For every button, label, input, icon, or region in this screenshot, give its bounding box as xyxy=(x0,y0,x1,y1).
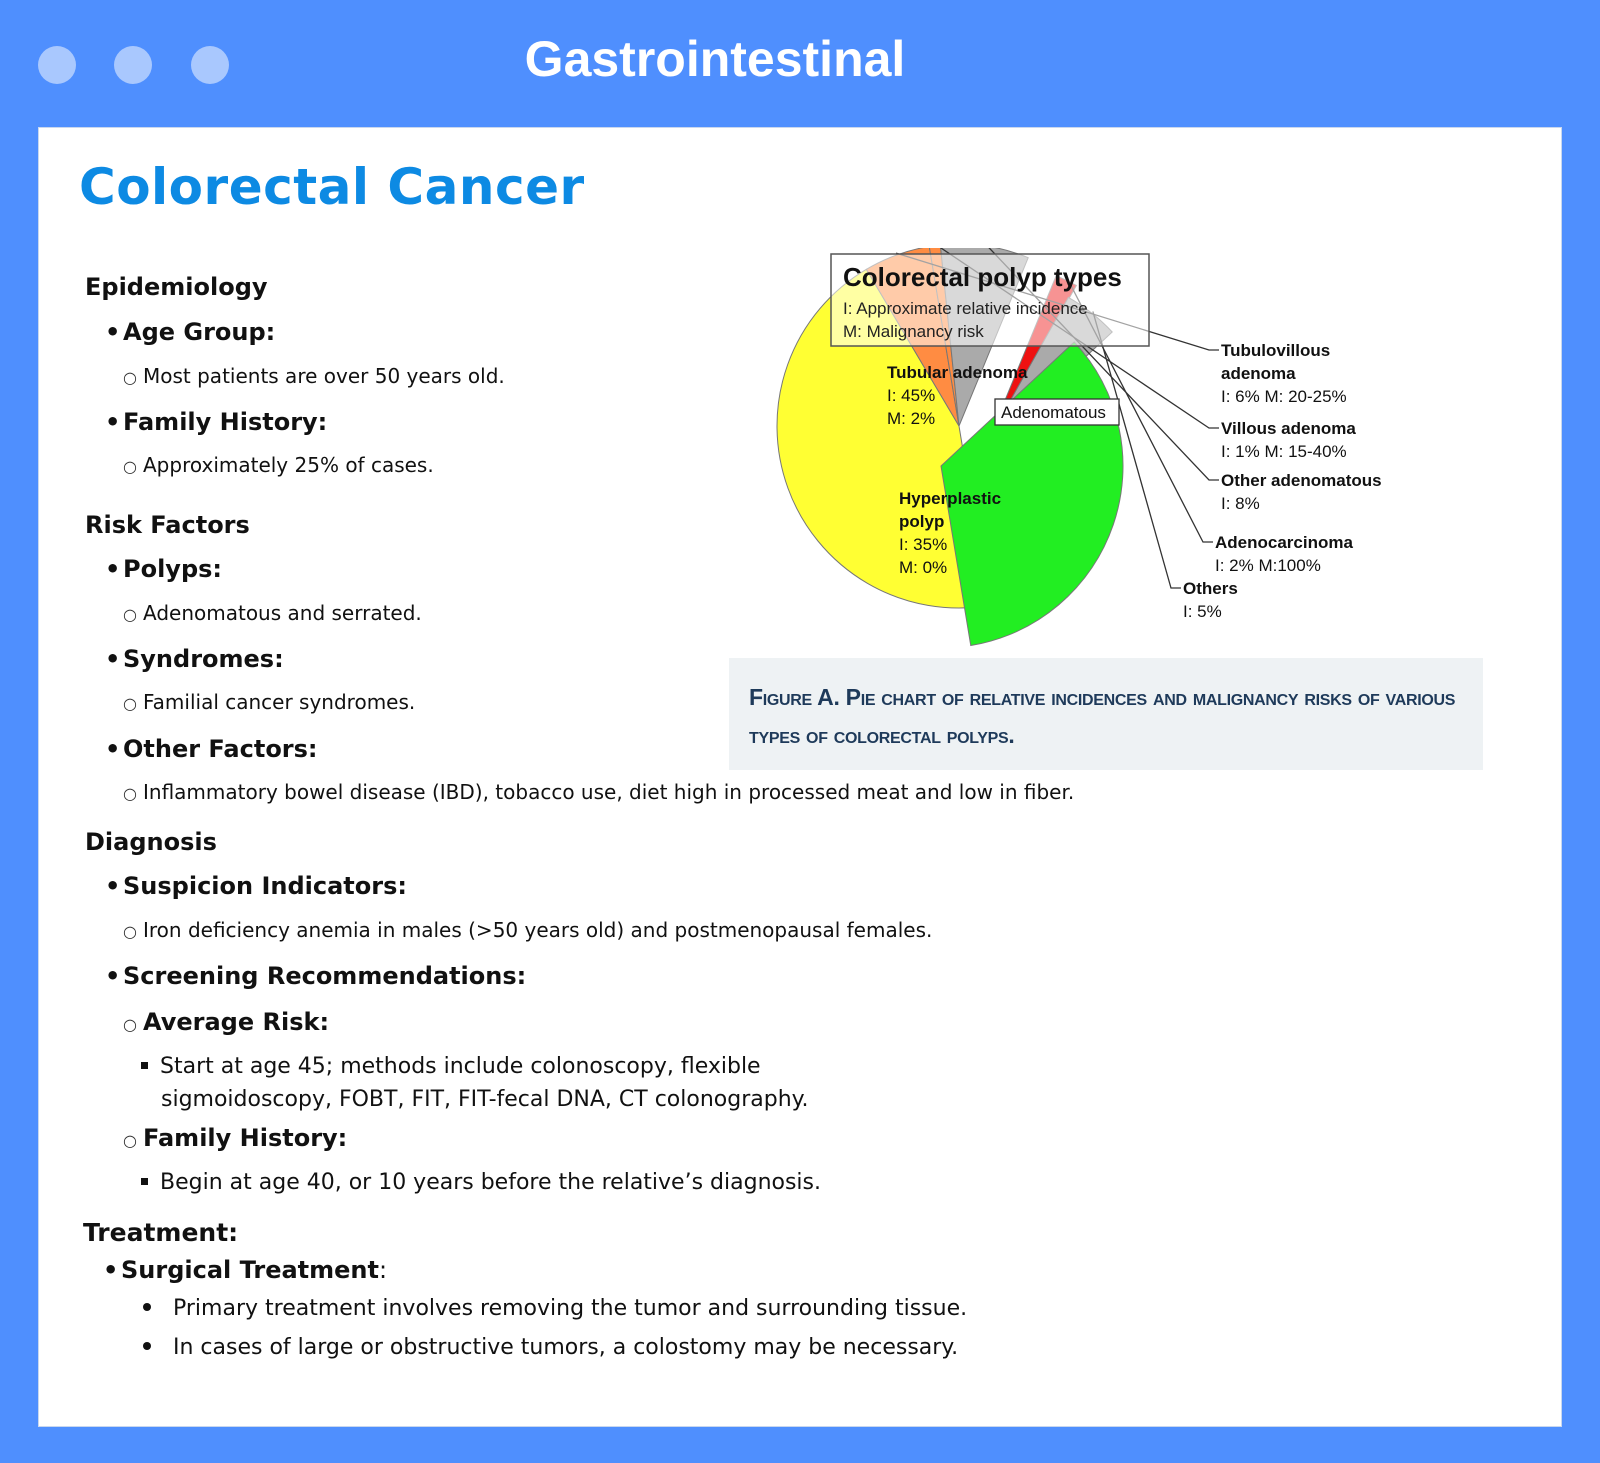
family-history-detail: Approximately 25% of cases. xyxy=(143,453,434,477)
average-risk-detail-line1: Start at age 45; methods include colonoscopy, flexible xyxy=(160,1054,761,1079)
diagnosis-heading: Diagnosis xyxy=(85,828,217,856)
figure-caption-box xyxy=(729,658,1483,770)
other-factors-detail: Inflammatory bowel disease (IBD), tobacco use, diet high in processed meat and low in fiber. xyxy=(143,780,1075,804)
polyps-label: Polyps: xyxy=(123,555,223,583)
suspicion-detail-item: ○ Iron deficiency anemia in males (>50 years old) and postmenopausal females. xyxy=(123,918,933,942)
polyp-pie-chart xyxy=(759,248,1459,648)
average-risk-detail-line2: sigmoidoscopy, FOBT, FIT, FIT-fecal DNA, CT colonography. xyxy=(161,1087,809,1112)
slice-label-name: Others xyxy=(1183,579,1238,598)
slice-label-name: adenoma xyxy=(1221,364,1296,383)
suspicion-item: • Suspicion Indicators: xyxy=(105,872,407,900)
chart-legend-incidence: I: Approximate relative incidence xyxy=(843,299,1088,318)
epidemiology-heading: Epidemiology xyxy=(85,273,268,301)
surgical-list-item xyxy=(143,1292,967,1325)
chart-legend-malignancy: M: Malignancy risk xyxy=(843,322,984,341)
surgical-list-item xyxy=(143,1331,958,1364)
syndromes-detail-item: ○ Familial cancer syndromes. xyxy=(123,690,416,714)
slice-label-name: Tubulovillous xyxy=(1221,341,1331,360)
page-title: Colorectal Cancer xyxy=(79,158,585,216)
slice-label-value: I: 35% xyxy=(899,535,948,554)
square-bullet-icon xyxy=(141,1178,148,1185)
suspicion-detail: Iron deficiency anemia in males (>50 years old) and postmenopausal females. xyxy=(143,918,933,942)
average-risk-detail-item xyxy=(141,1050,861,1116)
screening-family-history-item: ○ Family History: xyxy=(123,1124,348,1152)
slice-label-name: Hyperplastic xyxy=(899,489,1002,508)
suspicion-label: Suspicion Indicators: xyxy=(123,872,407,900)
adenomatous-group-label: Adenomatous xyxy=(1001,403,1106,422)
polyps-detail-item: ○ Adenomatous and serrated. xyxy=(123,601,422,625)
other-factors-label: Other Factors: xyxy=(123,735,318,763)
age-group-detail: Most patients are over 50 years old. xyxy=(143,364,505,388)
window-title: Gastrointestinal xyxy=(524,31,906,87)
family-history-item: • Family History: xyxy=(105,408,328,436)
screening-item: • Screening Recommendations: xyxy=(105,962,527,990)
slice-label-name: polyp xyxy=(899,512,945,531)
chart-title: Colorectal polyp types xyxy=(843,262,1122,292)
square-bullet-icon xyxy=(141,1062,148,1069)
average-risk-label: Average Risk: xyxy=(143,1008,330,1036)
average-risk-item: ○ Average Risk: xyxy=(123,1008,330,1036)
bullet-icon xyxy=(143,1342,151,1350)
surgical-item-text: In cases of large or obstructive tumors, a colostomy may be necessary. xyxy=(173,1335,959,1360)
slice-label-value: I: 5% xyxy=(1183,602,1222,621)
age-group-detail-item: ○ Most patients are over 50 years old. xyxy=(123,364,505,388)
slice-label-name: Villous adenoma xyxy=(1221,419,1356,438)
age-group-item: • Age Group: xyxy=(105,318,276,346)
family-history-label: Family History: xyxy=(123,408,328,436)
slice-label-name: Other adenomatous xyxy=(1221,471,1382,490)
slice-label-name: Tubular adenoma xyxy=(887,363,1028,382)
bullet-icon xyxy=(143,1303,151,1311)
content-panel xyxy=(38,127,1562,1427)
window-titlebar xyxy=(0,0,1600,127)
syndromes-detail: Familial cancer syndromes. xyxy=(143,690,416,714)
surgical-treatment-label: Surgical Treatment xyxy=(121,1256,379,1284)
slice-label-value: I: 6% M: 20-25% xyxy=(1221,387,1347,406)
surgical-treatment-item: • Surgical Treatment: xyxy=(103,1256,388,1284)
screening-family-history-label: Family History: xyxy=(143,1124,348,1152)
screening-family-history-detail-item xyxy=(141,1166,821,1199)
slice-label-value: I: 2% M:100% xyxy=(1215,556,1321,575)
age-group-label: Age Group: xyxy=(123,318,276,346)
slice-label-value: M: 0% xyxy=(899,558,948,577)
other-factors-item: • Other Factors: xyxy=(105,735,318,763)
syndromes-item: • Syndromes: xyxy=(105,645,284,673)
screening-label: Screening Recommendations: xyxy=(123,962,527,990)
slice-label-value: I: 8% xyxy=(1221,494,1260,513)
polyps-detail: Adenomatous and serrated. xyxy=(143,601,422,625)
treatment-heading: Treatment: xyxy=(83,1218,239,1247)
figure-caption: Figure A. Pie chart of relative incidences and malignancy risks of various types of colorectal polyps. xyxy=(749,684,1456,748)
slice-label-name: Adenocarcinoma xyxy=(1215,533,1353,552)
other-factors-detail-item: ○ Inflammatory bowel disease (IBD), tobacco use, diet high in processed meat and low in fiber. xyxy=(123,780,1075,804)
risk-factors-heading: Risk Factors xyxy=(85,511,250,539)
syndromes-label: Syndromes: xyxy=(123,645,284,673)
polyps-item: • Polyps: xyxy=(105,555,223,583)
slice-label-value: I: 1% M: 15-40% xyxy=(1221,442,1347,461)
family-history-detail-item: ○ Approximately 25% of cases. xyxy=(123,453,434,477)
surgical-treatment-colon: : xyxy=(378,1256,388,1284)
slice-label-value: I: 45% xyxy=(887,386,936,405)
slice-label-value: M: 2% xyxy=(887,409,936,428)
surgical-item-text: Primary treatment involves removing the tumor and surrounding tissue. xyxy=(173,1296,968,1321)
screening-family-history-detail: Begin at age 40, or 10 years before the relative’s diagnosis. xyxy=(160,1170,821,1195)
